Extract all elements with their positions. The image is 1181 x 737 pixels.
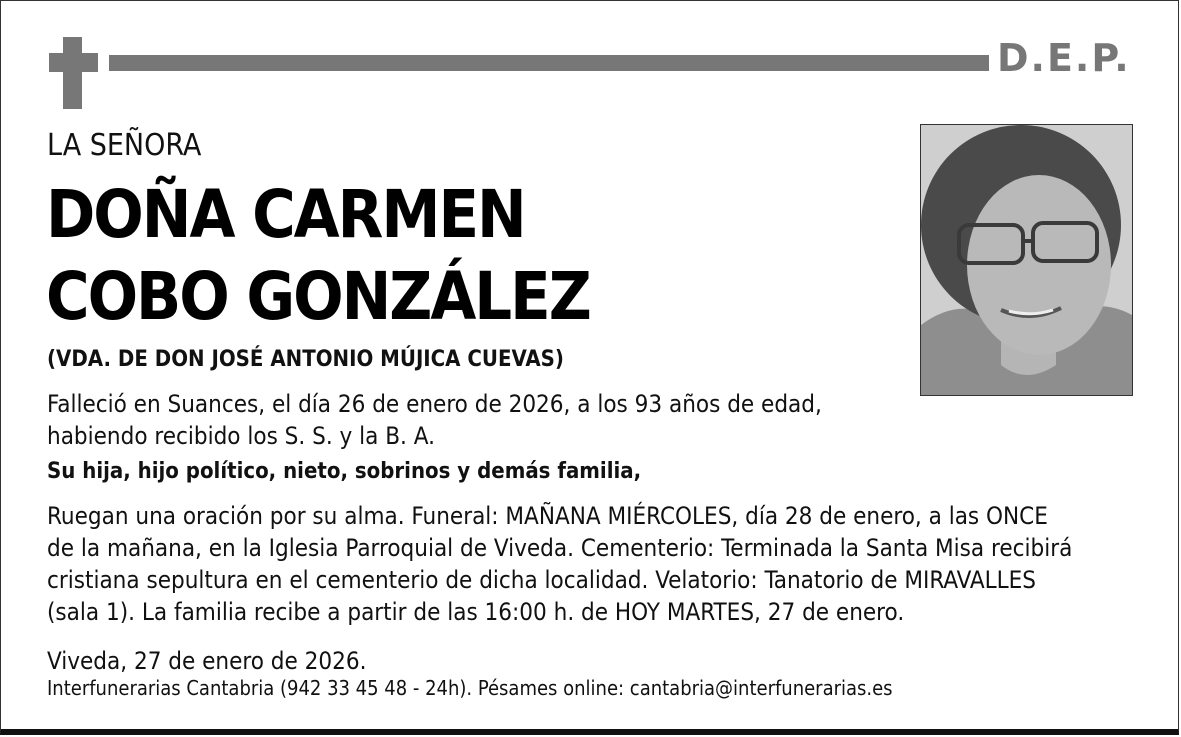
footer-contact: Interfunerarias Cantabria (942 33 45 48 - 24h). Pésames online: cantabria@interfunerarias.es — [47, 676, 893, 700]
funeral-details-line3: cristiana sepultura en el cementerio de dicha localidad. Velatorio: Tanatorio de MIRAVALLES — [47, 566, 1036, 594]
death-notice-line2: habiendo recibido los S. S. y la B. A. — [47, 422, 435, 450]
place-date: Viveda, 27 de enero de 2026. — [47, 647, 367, 675]
portrait-image — [921, 125, 1132, 395]
dep-label: D.E.P. — [997, 36, 1131, 80]
funeral-details-line2: de la mañana, en la Iglesia Parroquial de Viveda. Cementerio: Terminada la Santa Misa recibirá — [47, 534, 1073, 562]
deceased-name-line1: DOÑA CARMEN — [46, 176, 525, 253]
cross-icon — [63, 37, 82, 109]
salutation: LA SEÑORA — [47, 128, 202, 163]
header-rule — [109, 55, 989, 71]
portrait-photo — [920, 124, 1133, 396]
widow-note: (VDA. DE DON JOSÉ ANTONIO MÚJICA CUEVAS) — [47, 347, 564, 372]
deceased-name-line2: COBO GONZÁLEZ — [46, 258, 590, 335]
funeral-details-line4: (sala 1). La familia recibe a partir de las 16:00 h. de HOY MARTES, 27 de enero. — [47, 598, 905, 626]
cross-icon-bar — [49, 53, 98, 72]
death-notice-line1: Falleció en Suances, el día 26 de enero de 2026, a los 93 años de edad, — [47, 390, 822, 418]
funeral-details-line1: Ruegan una oración por su alma. Funeral: MAÑANA MIÉRCOLES, día 28 de enero, a las ONCE — [47, 502, 1048, 530]
death-notice — [47, 388, 822, 452]
family-line: Su hija, hijo político, nieto, sobrinos y demás familia, — [47, 459, 642, 484]
funeral-details — [47, 500, 1072, 628]
